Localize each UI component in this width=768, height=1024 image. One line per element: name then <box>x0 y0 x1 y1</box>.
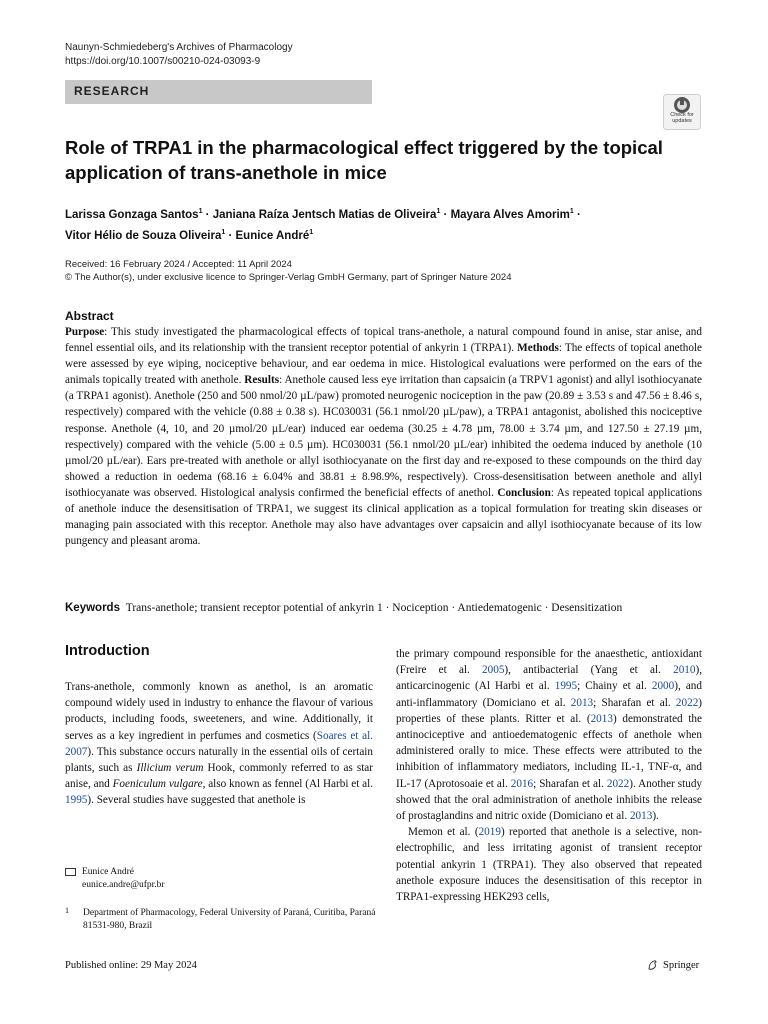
affiliation-marker: 1 <box>569 208 574 215</box>
citation-link[interactable]: 2022 <box>675 696 699 709</box>
publisher-logo <box>647 959 699 971</box>
methods-text: : The effects of topical anethole were assessed by eye wiping, nociceptive behaviour, and ear oedema in mice. Histological evaluations were performed on the ears of the animals topically treated with anethole. <box>65 342 702 387</box>
intro-text: ; Sharafan et al. <box>593 696 676 709</box>
citation-link[interactable]: 2016 <box>510 777 534 790</box>
intro-text: ) reported that anethole is a selective, non-electrophilic, and less irritating agonist of transient receptor potential ankyrin 1 (TRPA1). They also observed that repeated anethole exposure induces the desensitisation of this receptor in TRPA1-expressing HEK293 cells, <box>396 826 702 904</box>
intro-text: Trans-anethole, commonly known as anethol, is an aromatic compound widely used in industry to enhance the flavour of various products, including foods, sweeteners, and wine. Additionally, it serves as a key ingredient in perfumes and cosmetics ( <box>65 681 373 742</box>
keywords <box>65 600 715 616</box>
doi-link[interactable]: https://doi.org/10.1007/s00210-024-03093-9 <box>65 56 261 67</box>
author-list: Larissa Gonzaga Santos$^1$ · Janiana Raíza Jentsch Matias de Oliveira$^1$ · Mayara Alves Amorim$^1$ · Vitor Hélio de Souza Oliveira$^1$ · Eunice André$^1$ <box>65 208 581 242</box>
citation-link[interactable]: 2019 <box>478 826 501 839</box>
corresponding-author-email[interactable]: eunice.andre@ufpr.br <box>82 880 165 890</box>
intro-text: ). This substance occurs naturally in the essential oils of certain plants, such as <box>65 745 373 775</box>
citation-link[interactable]: 2005 <box>482 664 505 677</box>
species-name: Foeniculum vulgare <box>112 778 203 791</box>
intro-text: ). <box>652 810 659 823</box>
intro-right-column <box>396 646 702 905</box>
springer-horse-icon <box>647 959 659 971</box>
citation-link[interactable]: 1995 <box>554 680 578 693</box>
purpose-label: Purpose <box>65 326 105 338</box>
section-heading-introduction: Introduction <box>65 643 150 659</box>
check-for-updates-label: Check for updates <box>670 112 694 124</box>
intro-text: ) demonstrated the antinociceptive and antioedematogenic effects of anethole when administered orally to mice. These effects were attributed to the inhibition of inflammatory mediators, including IL-1, TNF-α, and IL-17 (Aprotosoaie et al. <box>396 712 702 790</box>
citation-link[interactable]: Soares et al. 2007 <box>65 729 374 758</box>
intro-text: ; Sharafan et al. <box>533 777 607 790</box>
citation-link[interactable]: 2013 <box>570 696 594 709</box>
citation-link[interactable]: 1995 <box>65 794 88 807</box>
article-dates <box>65 258 512 284</box>
author-name[interactable]: Larissa Gonzaga Santos <box>65 208 199 221</box>
intro-text: ). Another study showed that the oral administration of anethole inhibits the release of prostaglandins and nitric oxide (Domiciano et al. <box>396 777 703 823</box>
author-name[interactable]: Vitor Hélio de Souza Oliveira <box>65 229 222 242</box>
citation-link[interactable]: 2013 <box>629 810 653 823</box>
results-label: Results <box>244 374 280 387</box>
affiliation-marker: 1 <box>198 208 203 215</box>
results-text: : Anethole caused less eye irritation than capsaicin (a TRPV1 agonist) and allyl isothiocyanate (a TRPA1 agonist). Anethole (250 and 500 nmol/20 µL/paw) promoted neurogenic nociception in the paw (20.89 ± 3.53 s and 47.56 ± 8.46 s, respectively) compared with the vehicle (0.88 ± 0.38 s). HC030031 (56.1 nmol/20 µL/paw), a TRPA1 antagonist, abolished this nociceptive response. Anethole (4, 10, and 20 µmol/20 µL/ear) induced ear oedema (30.25 ± 4.78 µm, 78.00 ± 3.74 µm, and 127.50 ± 27.19 µm, respectively) compared with the vehicle (5.00 ± 0.5 µm). HC030031 (56.1 nmol/20 µL/ear) inhibited the oedema induced by anethole (10 µmol/20 µL/ear). Ears pre-treated with anethole or allyl isothiocyanate on the first day and re-exposed to these compounds on the third day showed a reduction in oedema (68.16 ± 6.04% and 38.81 ± 8.98.9%, respectively). Cross-desensitisation between anethole and allyl isothiocyanate was observed. Histological analysis confirmed the beneficial effects of anethol. <box>65 374 702 499</box>
intro-text: ). Several studies have suggested that anethole is <box>87 794 306 807</box>
intro-text: ) properties of these plants. Ritter et al. ( <box>396 696 703 725</box>
author-name[interactable]: Janiana Raíza Jentsch Matias de Oliveira <box>212 208 437 221</box>
affiliation-number: 1 <box>65 906 69 915</box>
abstract-body <box>65 324 702 549</box>
published-date: Published online: 29 May 2024 <box>65 960 197 971</box>
intro-text: , also known as fennel (Al Harbi et al. <box>202 778 374 791</box>
intro-text: Memon et al. ( <box>408 826 479 839</box>
species-name: Illicium verum <box>136 762 204 775</box>
citation-link[interactable]: 2000 <box>651 680 675 693</box>
article-type-label: RESEARCH <box>74 84 150 98</box>
affiliation-marker: 1 <box>221 228 226 236</box>
author-name[interactable]: Eunice André <box>235 229 310 242</box>
methods-label: Methods <box>517 342 559 355</box>
abstract-heading: Abstract <box>65 309 114 323</box>
article-type-banner <box>65 80 372 104</box>
copyright-notice: © The Author(s), under exclusive licence to Springer-Verlag GmbH Germany, part of Springer Nature 2024 <box>65 272 512 283</box>
intro-text: Hook, commonly referred to as star anise, and <box>65 762 373 791</box>
envelope-icon <box>65 868 76 876</box>
affiliation-text: Department of Pharmacology, Federal University of Paraná, Curitiba, Paraná 81531-980, Brazil <box>83 908 376 931</box>
journal-name: Naunyn-Schmiedeberg's Archives of Pharmacology <box>65 42 293 53</box>
citation-link[interactable]: 2010 <box>673 664 696 677</box>
keywords-text: Trans-anethole; transient receptor potential of ankyrin 1 · Nociception · Antiedematogenic · Desensitization <box>125 602 623 614</box>
conclusion-text: : As repeated topical applications of anethole induce the desensitisation of TRPA1, we suggest its clinical application as a topical formulation for treating skin diseases or managing pain associated with this receptor. Anethole may also have advantages over capsaicin and allyl isothiocyanate because of its low pungency and pleasant aroma. <box>65 486 702 548</box>
keywords-label: Keywords <box>65 602 120 614</box>
author-name[interactable]: Mayara Alves Amorim <box>450 208 570 221</box>
affiliation-marker: 1 <box>436 208 441 215</box>
citation-link[interactable]: 2013 <box>590 712 613 725</box>
purpose-text: : This study investigated the pharmacological effects of topical trans-anethole, a natural compound found in anise, star anise, and fennel essential oils, and its relationship with the transient receptor potential of ankyrin 1 (TRPA1). <box>65 326 702 355</box>
intro-left-column <box>65 679 373 809</box>
conclusion-label: Conclusion <box>497 486 551 499</box>
article-title: Role of TRPA1 in the pharmacological effect triggered by the topical application of trans-anethole in mice <box>65 137 663 183</box>
corresponding-author-name: Eunice André <box>82 867 134 877</box>
citation-link[interactable]: 2022 <box>606 777 630 790</box>
corresponding-author <box>65 866 165 890</box>
intro-text: ), antibacterial (Yang et al. <box>504 664 674 677</box>
intro-text: ), and anti-inflammatory (Domiciano et al. <box>396 680 702 709</box>
publisher-name: Springer <box>663 959 700 971</box>
intro-text: ; Chainy et al. <box>577 680 652 693</box>
intro-text: the primary compound responsible for the anaesthetic, antioxidant (Freire et al. <box>396 648 702 677</box>
intro-paragraph-2 <box>396 824 702 905</box>
journal-header <box>65 41 293 69</box>
intro-text: ), anticarcinogenic (Al Harbi et al. <box>396 664 702 693</box>
affiliation-marker: 1 <box>309 228 314 236</box>
received-accepted: Received: 16 February 2024 / Accepted: 11 April 2024 <box>65 259 292 270</box>
